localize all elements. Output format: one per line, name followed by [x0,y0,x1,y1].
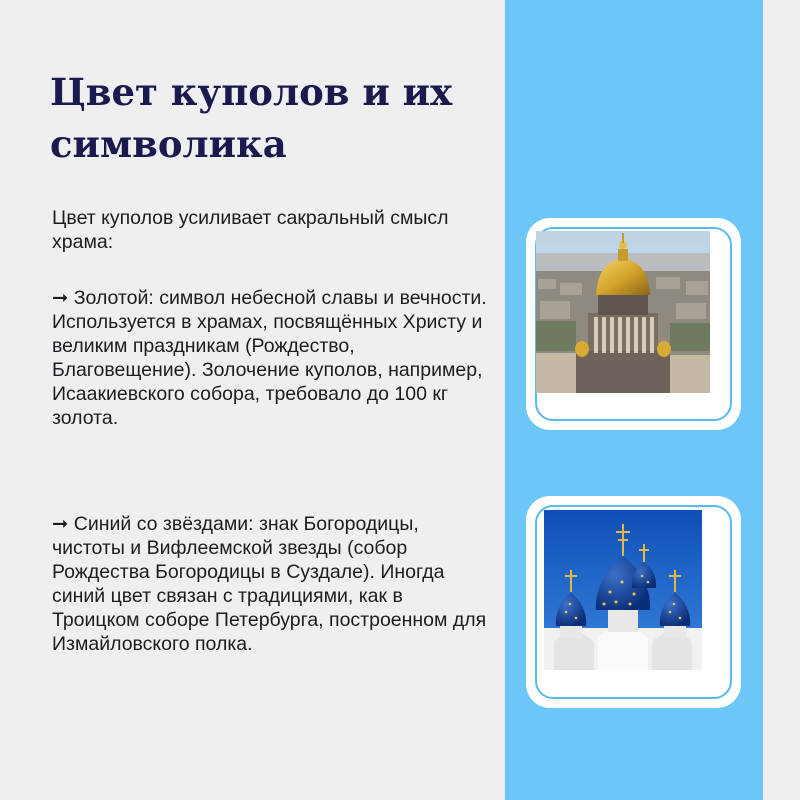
section-blue-text: ➞ Синий со звёздами: знак Богородицы, чистоты и Вифлеемской звезды (собор Рождества Богородицы в Суздале). Иногда синий цвет связан с традициями, как в Троицком соборе Петербурга, построенном для Измайловского полка. [52,513,487,655]
page-title: Цвет куполов и их символика [50,70,453,166]
intro-text: Цвет куполов усиливает сакральный смысл храма: [52,207,449,253]
section-gold-text: ➞ Золотой: символ небесной славы и вечности. Используется в храмах, посвящённых Христу и великим праздникам (Рождество, Благовещение). Золочение куполов, например, Исаакиевского собора, требовало до 100 кг золота. [52,287,487,429]
golden-dome-cathedral-photo [536,231,710,393]
image-card-blue-domes [526,496,741,708]
image-card-golden-dome [526,218,741,430]
blue-starred-domes-photo [544,510,702,670]
